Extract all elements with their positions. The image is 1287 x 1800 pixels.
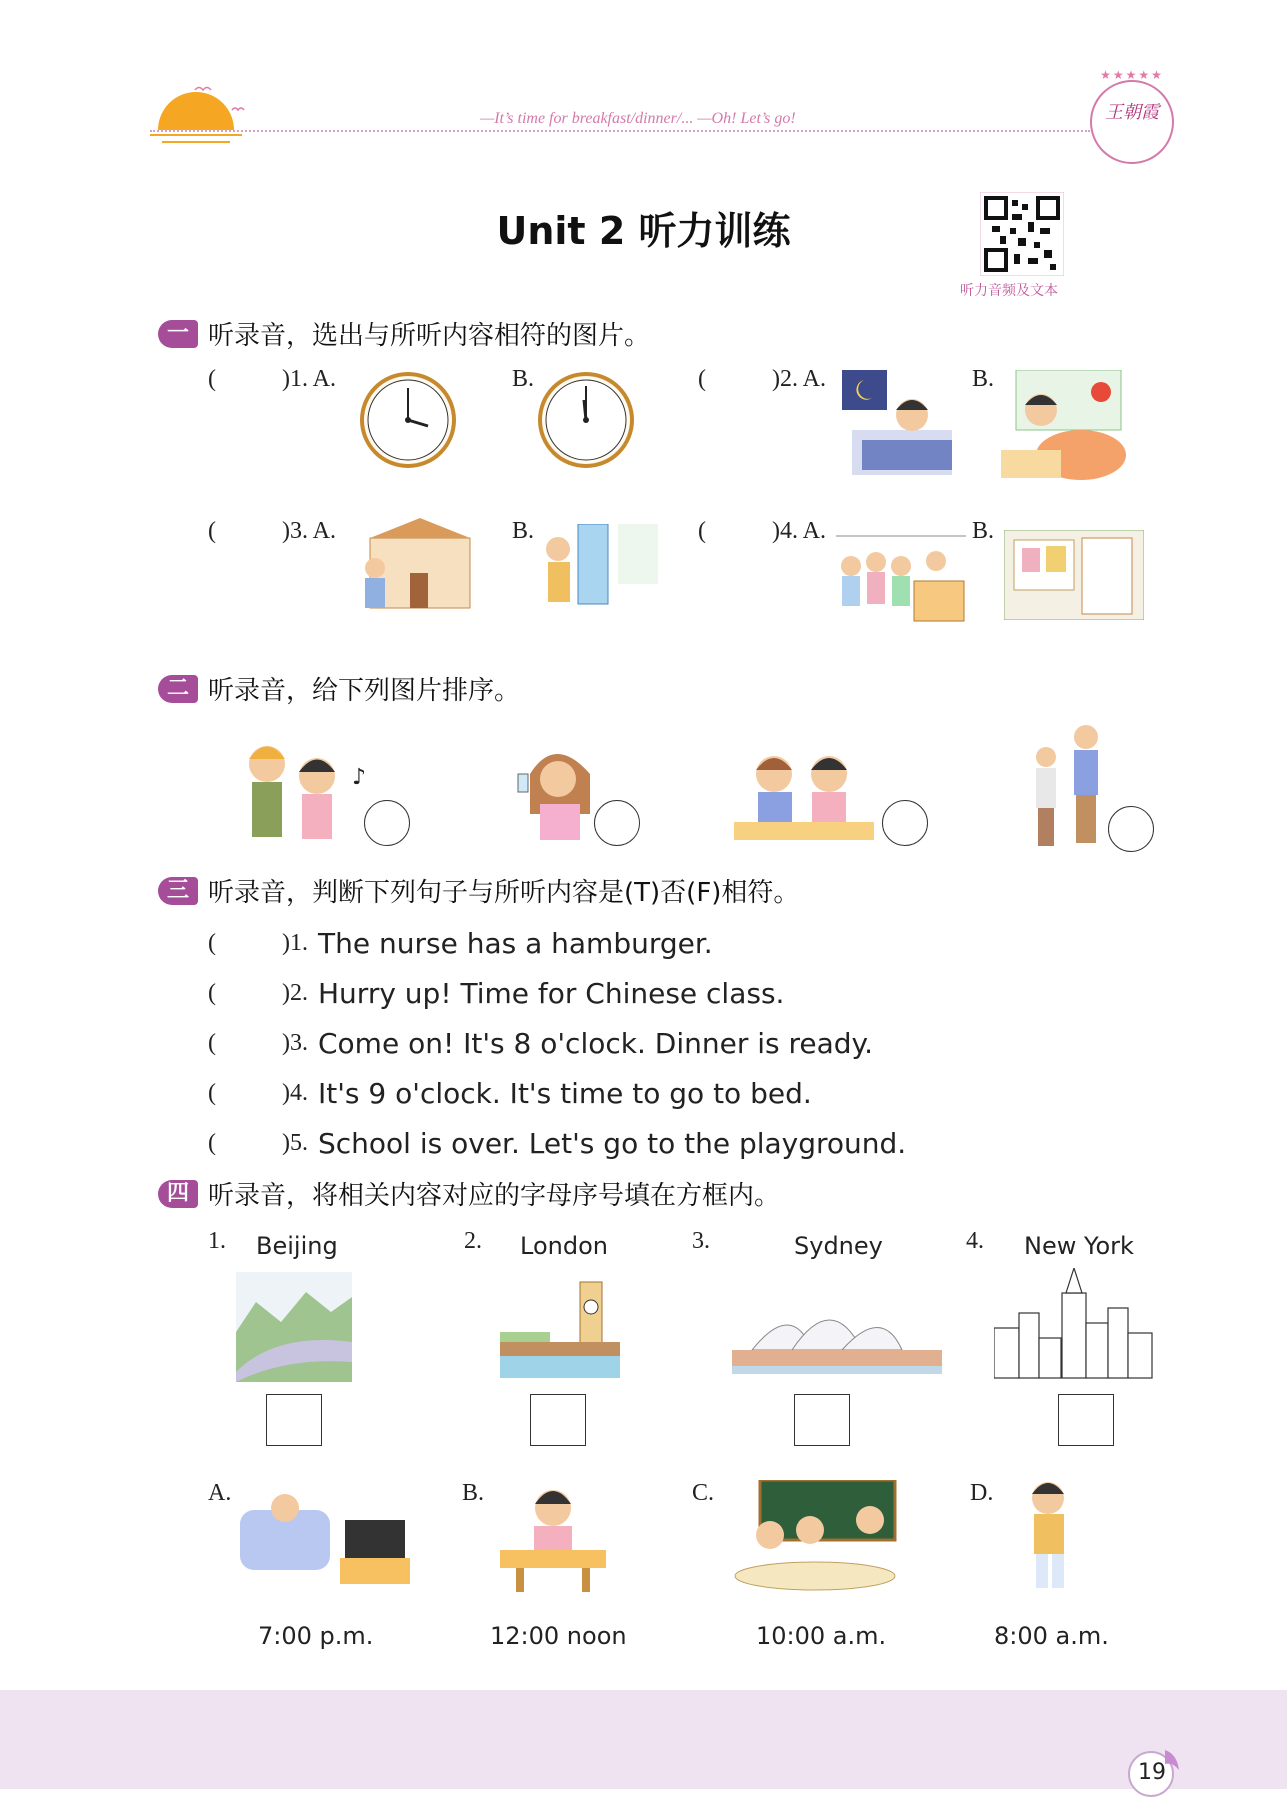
sentence-text: School is over. Let's go to the playground.: [318, 1126, 907, 1160]
header-rule: [150, 130, 1090, 132]
list-item: [208, 1118, 1208, 1168]
option-letter: A.: [208, 1480, 232, 1506]
sentence-text: Come on! It's 8 o'clock. Dinner is ready.: [318, 1026, 874, 1060]
section-heading-text: 听录音，选出与所听内容相符的图片。: [208, 321, 651, 351]
section-heading-text: 听录音，判断下列句子与所听内容是(T)否(F)相符。: [208, 878, 800, 908]
city-name: New York: [1024, 1232, 1134, 1260]
answer-paren-open: (: [208, 1079, 216, 1106]
city-name: London: [520, 1232, 608, 1260]
section-badge: 三: [158, 877, 198, 905]
boy-walking-to-school-image: [1006, 1478, 1086, 1598]
list-item: [208, 968, 1208, 1018]
children-music-class-image: [836, 526, 966, 631]
item-number: )4.: [282, 1079, 308, 1106]
option-letter: B.: [462, 1480, 485, 1506]
sentence-text: It's 9 o'clock. It's time to go to bed.: [318, 1076, 812, 1110]
answer-paren-open: (: [698, 518, 706, 544]
section-badge: 四: [158, 1180, 198, 1208]
option-b-label: B.: [972, 366, 995, 392]
classroom-door-image: [1004, 530, 1144, 620]
answer-paren-open: (: [698, 366, 706, 392]
sentence-text: The nurse has a hamburger.: [318, 926, 713, 960]
time-label: 8:00 a.m.: [994, 1622, 1109, 1650]
section4-heading: [158, 1175, 780, 1212]
svg-text:♪: ♪: [352, 765, 367, 790]
order-answer-circle[interactable]: [1108, 806, 1154, 852]
city-name: Beijing: [256, 1232, 338, 1260]
item-number: )3. A.: [282, 518, 336, 544]
qr-caption: 听力音频及文本: [960, 283, 1058, 299]
list-item: [208, 1068, 1208, 1118]
child-at-door-image: [538, 524, 663, 624]
sun-icon: [150, 80, 250, 150]
item-number: )1. A.: [282, 366, 336, 392]
children-dancing-image: [222, 734, 372, 844]
item-number: )3.: [282, 1029, 308, 1056]
city-answer-box[interactable]: [794, 1394, 850, 1446]
time-label: 12:00 noon: [490, 1622, 627, 1650]
order-answer-circle[interactable]: [882, 800, 928, 846]
answer-paren-open: (: [208, 1029, 216, 1056]
city-answer-box[interactable]: [1058, 1394, 1114, 1446]
child-waking-morning-image: [996, 370, 1131, 480]
girl-eating-lunch-image: [496, 1480, 610, 1594]
section2-heading: [158, 670, 520, 707]
section-badge: 一: [158, 320, 198, 348]
page-title: Unit 2 听力训练: [496, 209, 791, 253]
answer-paren-open: (: [208, 366, 216, 392]
boys-standing-image: [1026, 722, 1116, 852]
city-number: 3.: [692, 1228, 710, 1254]
running-header: —It’s time for breakfast/dinner/... —Oh! Let’s go!: [480, 110, 796, 127]
city-name: Sydney: [794, 1232, 883, 1260]
order-answer-circle[interactable]: [364, 800, 410, 846]
option-letter: D.: [970, 1480, 994, 1506]
time-label: 7:00 p.m.: [258, 1622, 374, 1650]
section-badge: 二: [158, 675, 198, 703]
great-wall-image: [236, 1272, 352, 1382]
order-answer-circle[interactable]: [594, 800, 640, 846]
option-b-label: B.: [972, 518, 995, 544]
city-number: 4.: [966, 1228, 984, 1254]
big-ben-image: [500, 1272, 620, 1382]
brand-logo: ★★★★★ 王朝霞: [1090, 80, 1174, 164]
section-heading-text: 听录音，将相关内容对应的字母序号填在方框内。: [208, 1181, 781, 1211]
answer-paren-open: (: [208, 1129, 216, 1156]
answer-paren-open: (: [208, 979, 216, 1006]
city-number: 1.: [208, 1228, 226, 1254]
footer-band: [0, 1690, 1287, 1789]
option-b-label: B.: [512, 366, 535, 392]
page-number: 19: [1138, 1760, 1166, 1785]
list-item: [208, 918, 1208, 968]
section1-heading: [158, 315, 650, 352]
section3-heading: [158, 872, 799, 909]
item-number: )5.: [282, 1129, 308, 1156]
city-answer-box[interactable]: [266, 1394, 322, 1446]
sydney-opera-house-image: [732, 1290, 942, 1376]
item-number: )1.: [282, 929, 308, 956]
child-sleeping-night-image: [842, 370, 957, 480]
city-answer-box[interactable]: [530, 1394, 586, 1446]
logo-text: 王朝霞: [1105, 102, 1159, 123]
item-number: )2. A.: [772, 366, 826, 392]
item-number: )2.: [282, 979, 308, 1006]
item-number: )4. A.: [772, 518, 826, 544]
answer-paren-open: (: [208, 929, 216, 956]
qr-code-icon[interactable]: [980, 192, 1064, 276]
option-letter: C.: [692, 1480, 715, 1506]
english-class-image: [730, 1480, 900, 1594]
clock-icon: [358, 370, 458, 470]
true-false-list: [208, 918, 1208, 1168]
sentence-text: Hurry up! Time for Chinese class.: [318, 976, 785, 1010]
section-heading-text: 听录音，给下列图片排序。: [208, 676, 521, 706]
answer-paren-open: (: [208, 518, 216, 544]
city-number: 2.: [464, 1228, 482, 1254]
child-watching-tv-image: [240, 1480, 410, 1590]
children-at-desk-image: [734, 744, 874, 844]
time-label: 10:00 a.m.: [756, 1622, 887, 1650]
list-item: [208, 1018, 1208, 1068]
child-going-home-image: [350, 518, 475, 628]
option-b-label: B.: [512, 518, 535, 544]
clock-icon: [536, 370, 636, 470]
new-york-skyline-image: [994, 1268, 1154, 1382]
